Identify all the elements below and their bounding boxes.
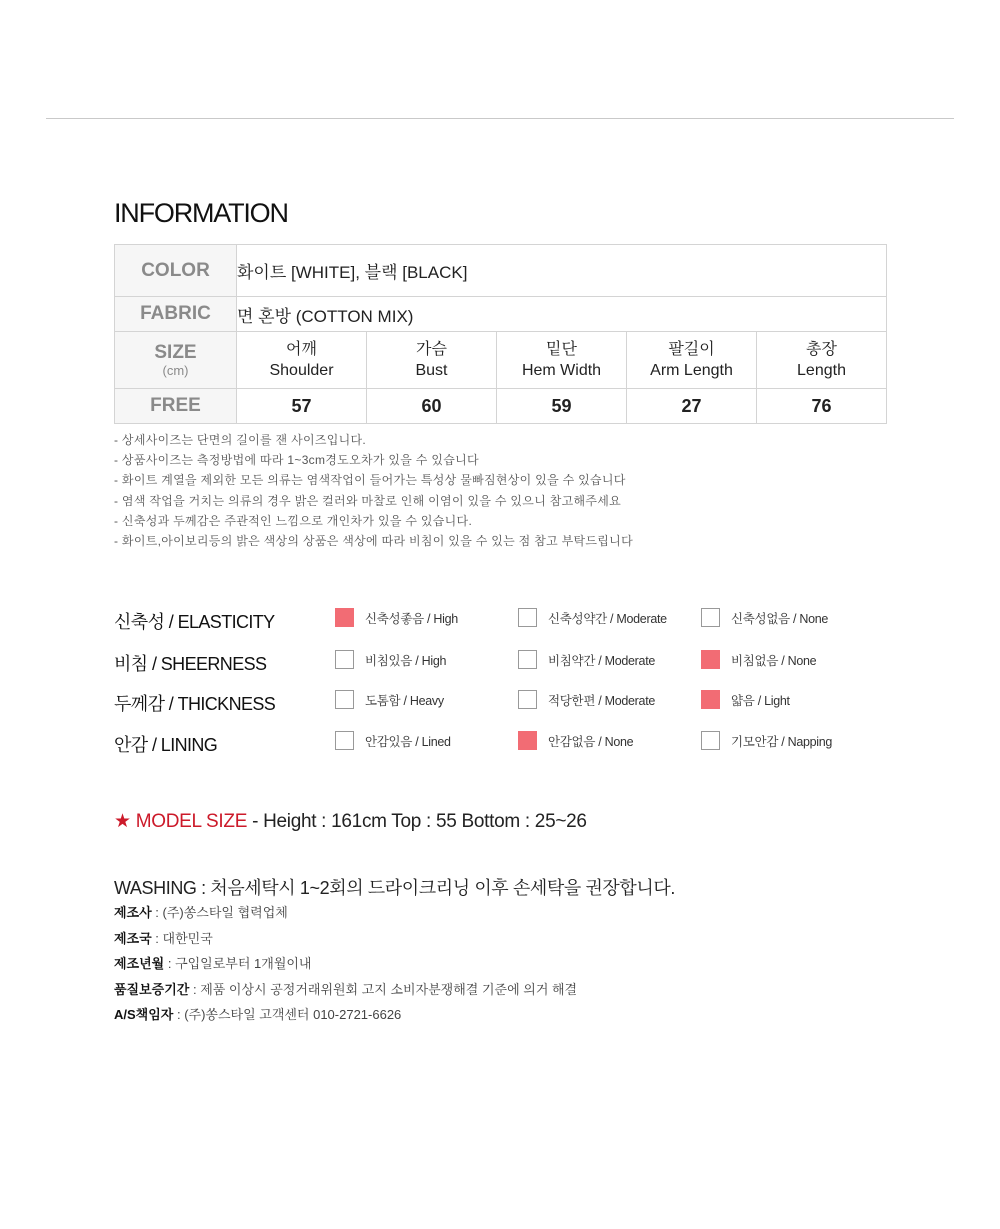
manufacture-date-item [114,951,577,977]
thickness-label: 두께감 / THICKNESS [114,694,276,714]
size-column-hem-width [497,332,627,389]
checkbox[interactable] [335,608,354,627]
option-label: 기모안감 / Napping [731,735,833,749]
fabric-row [115,297,887,332]
elasticity-row [114,608,894,632]
size-column-ko: 가슴 [416,341,447,358]
checkbox[interactable] [335,690,354,709]
free-shoulder-value: 57 [237,389,367,424]
size-label-text: SIZE [154,341,197,363]
washing-instructions: WASHING : 처음세탁시 1~2회의 드라이크리닝 이후 손세탁을 권장합니다. [114,878,675,898]
checkbox[interactable] [701,731,720,750]
option-label: 비침있음 / High [365,654,447,668]
free-hem-width-value: 59 [497,389,627,424]
fabric-value: 면 혼방 (COTTON MIX) [237,297,887,332]
free-length-value: 76 [757,389,887,424]
size-column-en: Arm Length [650,362,733,379]
size-column-ko: 어깨 [286,341,317,358]
checkbox[interactable] [335,731,354,750]
size-column-ko: 팔길이 [668,341,715,358]
manufacturer-value: : (주)쏭스타일 협력업체 [151,905,288,920]
option-label: 신축성없음 / None [731,612,829,626]
size-label [115,332,237,389]
country-key: 제조국 [114,930,152,946]
manufacture-date-key: 제조년월 [114,956,165,971]
top-divider [46,118,954,119]
note-item: - 상품사이즈는 측정방법에 따라 1~3cm경도오차가 있을 수 있습니다 [114,453,479,468]
size-notes [114,430,633,551]
model-size-line [114,810,587,833]
free-size-row [115,389,887,424]
sheerness-row [114,650,894,674]
option-label: 안감있음 / Lined [365,735,451,749]
note-item: - 염색 작업을 거치는 의류의 경우 밝은 컬러와 마찰로 인해 이염이 있을 수 있으니 참고해주세요 [114,493,622,508]
checkbox[interactable] [701,608,720,627]
checkbox[interactable] [518,650,537,669]
free-bust-value: 60 [367,389,497,424]
size-column-ko: 밑단 [546,341,577,358]
as-contact-value: : (주)쏭스타일 고객센터 010-2721-6626 [173,1007,402,1022]
checkbox[interactable] [335,650,354,669]
checkbox[interactable] [701,650,720,669]
information-table [114,244,887,424]
note-item: - 화이트,아이보리등의 밝은 색상의 상품은 색상에 따라 비침이 있을 수 있는 점 참고 부탁드립니다 [114,533,633,548]
warranty-key: 품질보증기간 [114,981,190,997]
color-value: 화이트 [WHITE], 블랙 [BLACK] [237,245,887,297]
checkbox[interactable] [518,690,537,709]
checkbox[interactable] [518,731,537,750]
checkbox[interactable] [518,608,537,627]
free-label: FREE [115,389,237,424]
lining-label: 안감 / LINING [114,735,218,755]
country-value: : 대한민국 [151,930,213,946]
option-label: 적당한편 / Moderate [548,694,656,708]
size-column-bust [367,332,497,389]
model-size-details: - Height : 161cm Top : 55 Bottom : 25~26 [247,811,587,832]
size-column-en: Shoulder [269,362,334,379]
size-column-arm-length [627,332,757,389]
country-item [114,926,577,952]
size-column-length [757,332,887,389]
option-label: 신축성약간 / Moderate [548,612,667,626]
checkbox[interactable] [701,690,720,709]
color-row [115,245,887,297]
size-column-en: Length [797,362,846,379]
note-item: - 화이트 계열을 제외한 모든 의류는 염색작업이 들어가는 특성상 물빠짐현상이 있을 수 있습니다 [114,473,626,488]
manufacturer-info [114,900,577,1028]
sheerness-label: 비침 / SHEERNESS [114,654,267,674]
option-label: 신축성좋음 / High [365,612,458,626]
manufacturer-item [114,900,577,926]
option-label: 얇음 / Light [731,694,790,708]
note-item: - 상세사이즈는 단면의 길이를 잰 사이즈입니다. [114,433,367,447]
warranty-item [114,977,577,1003]
size-header-row [115,332,887,389]
thickness-row [114,690,894,714]
option-label: 비침없음 / None [731,654,817,668]
warranty-value: : 제품 이상시 공정거래위원회 고지 소비자분쟁해결 기준에 의거 해결 [189,981,578,997]
manufacturer-key: 제조사 [114,905,152,920]
model-size-label: ★ MODEL SIZE [114,811,248,832]
option-label: 비침약간 / Moderate [548,654,656,668]
size-unit: (cm) [162,362,189,378]
size-column-shoulder [237,332,367,389]
information-title: INFORMATION [114,198,288,228]
size-column-en: Bust [415,362,448,379]
note-item: - 신축성과 두께감은 주관적인 느낌으로 개인차가 있을 수 있습니다. [114,513,473,528]
fabric-label: FABRIC [115,297,237,332]
color-label: COLOR [115,245,237,297]
size-column-en: Hem Width [521,362,602,379]
lining-row [114,731,894,755]
as-contact-key: A/S책임자 [114,1007,174,1022]
size-column-ko: 총장 [806,341,837,358]
option-label: 도톰함 / Heavy [365,694,444,708]
option-label: 안감없음 / None [548,735,634,749]
as-contact-item [114,1002,577,1028]
free-arm-length-value: 27 [627,389,757,424]
manufacture-date-value: : 구입일로부터 1개월이내 [164,956,312,971]
elasticity-label: 신축성 / ELASTICITY [114,612,275,632]
